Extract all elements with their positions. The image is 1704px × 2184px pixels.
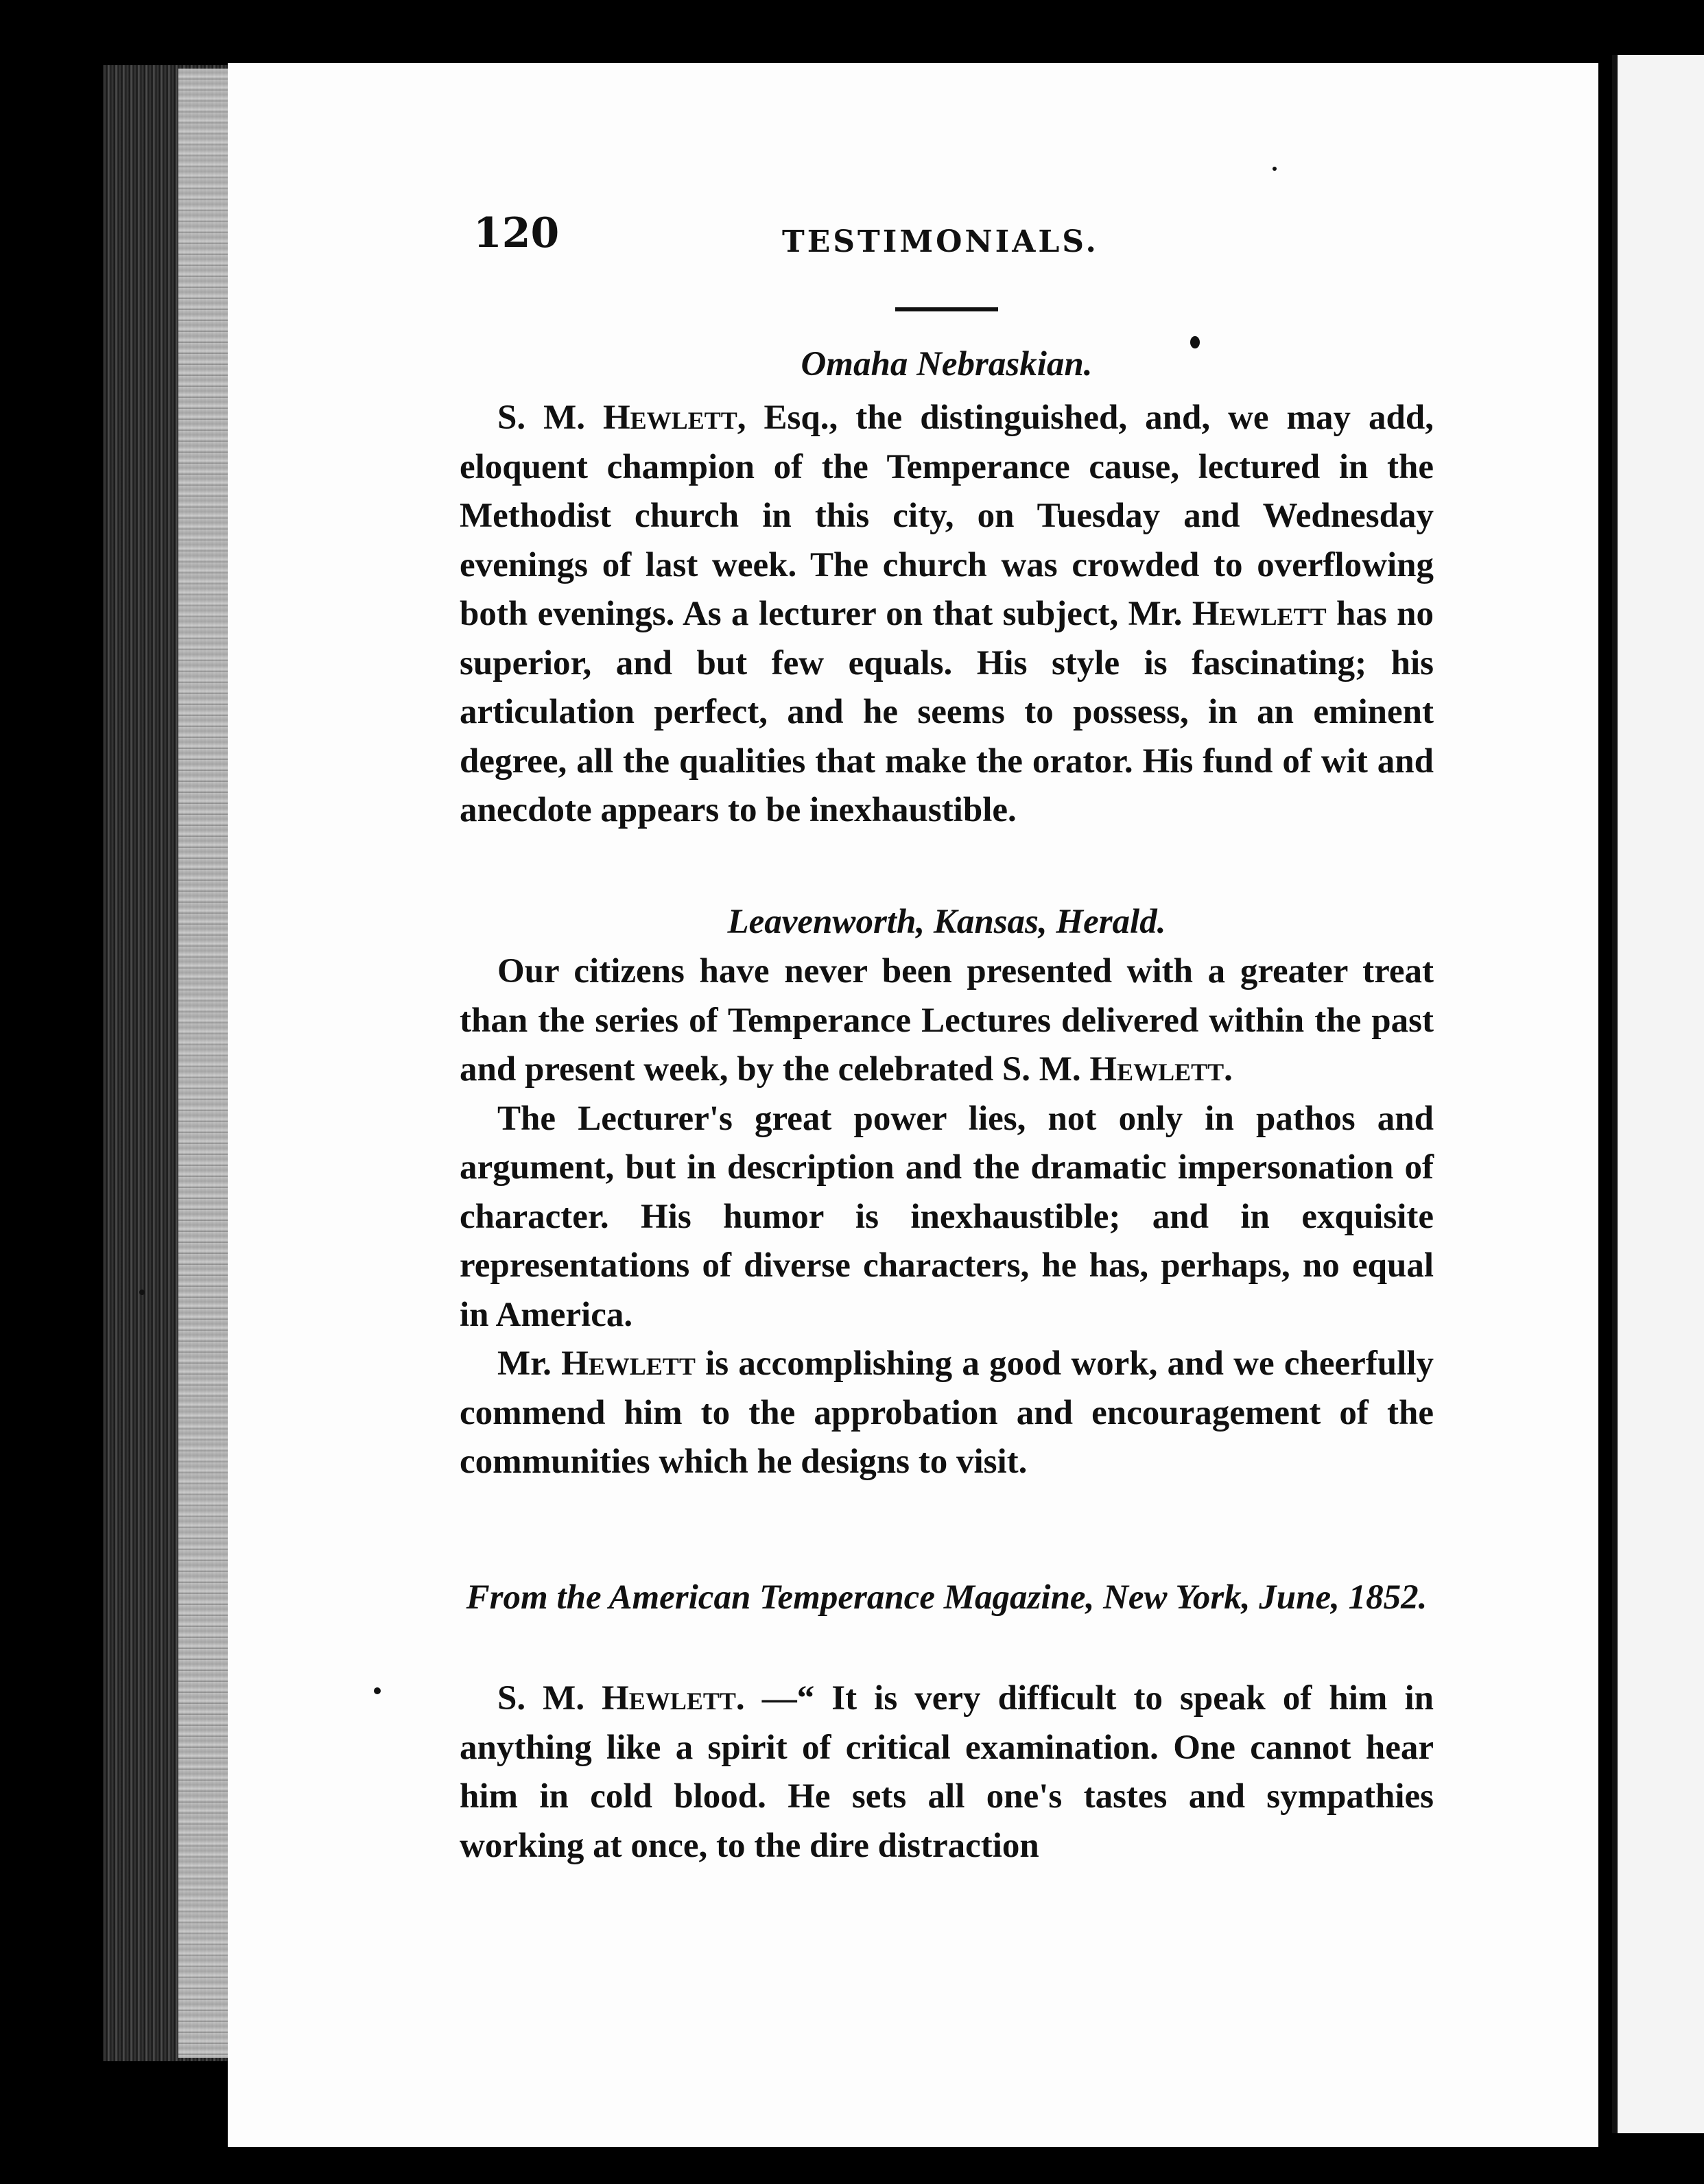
scan-speck <box>139 1290 145 1295</box>
paragraph: S. M. Hewlett. —“ It is very difficult to speak of him in anything like a spirit of critical examination. One cannot hear him in cold blood. He sets all one's tastes and sympathies working at once, to the dire distraction <box>460 1679 1434 1865</box>
name-smallcaps: Hewlett <box>1192 595 1327 633</box>
name-smallcaps: Hewlett <box>602 1679 736 1718</box>
page-number: 120 <box>473 209 560 257</box>
name-smallcaps: Hewlett <box>561 1344 696 1383</box>
paragraph: S. M. Hewlett, Esq., the distinguished, and, we may add, eloquent champion of the Temperance cause, lectured in the Methodist church in this city, on Tuesday and Wednesday evenings of last week. The church was crowded to overflowing both evenings. As a lecturer on that subject, Mr. Hewlett has no superior, and but few equals. His style is fascinating; his articulation perfect, and he seems to possess, in an eminent degree, all the qualities that make the orator. His fund of wit and anecdote appears to be inexhaustible. <box>460 399 1434 829</box>
paragraph: The Lecturer's great power lies, not only in pathos and argument, but in description and the dramatic impersonation of character. His humor is inexhaustible; and in exquisite representations of diverse characters, he has, perhaps, no equal in America. <box>460 1099 1434 1334</box>
section-body <box>460 947 1434 1487</box>
name-smallcaps: Hewlett <box>1089 1050 1224 1089</box>
scan-speck <box>374 1687 381 1694</box>
scan-border <box>0 2147 1704 2184</box>
facing-page <box>1612 55 1704 2133</box>
name-smallcaps: Hewlett <box>603 399 737 437</box>
section-body <box>460 1674 1434 1871</box>
page-header <box>473 209 1434 278</box>
scan-speck <box>1273 167 1277 171</box>
running-head: TESTIMONIALS. <box>782 224 1099 259</box>
section-heading: From the American Temperance Magazine, New York, June, 1852. <box>466 1578 1428 1617</box>
page-edges <box>178 69 233 2058</box>
section-heading: Leavenworth, Kansas, Herald. <box>727 903 1166 941</box>
header-rule <box>895 307 998 311</box>
scan-speck <box>1190 336 1200 348</box>
paragraph: Mr. Hewlett is accomplishing a good work, and we cheerfully commend him to the approbation and encouragement of the communities which he designs to visit. <box>460 1344 1434 1481</box>
section-heading: Omaha Nebraskian. <box>801 345 1093 383</box>
paragraph: Our citizens have never been presented with a greater treat than the series of Temperance Lectures delivered within the past and present week, by the celebrated S. M. Hewlett. <box>460 952 1434 1089</box>
section-body <box>460 394 1434 835</box>
